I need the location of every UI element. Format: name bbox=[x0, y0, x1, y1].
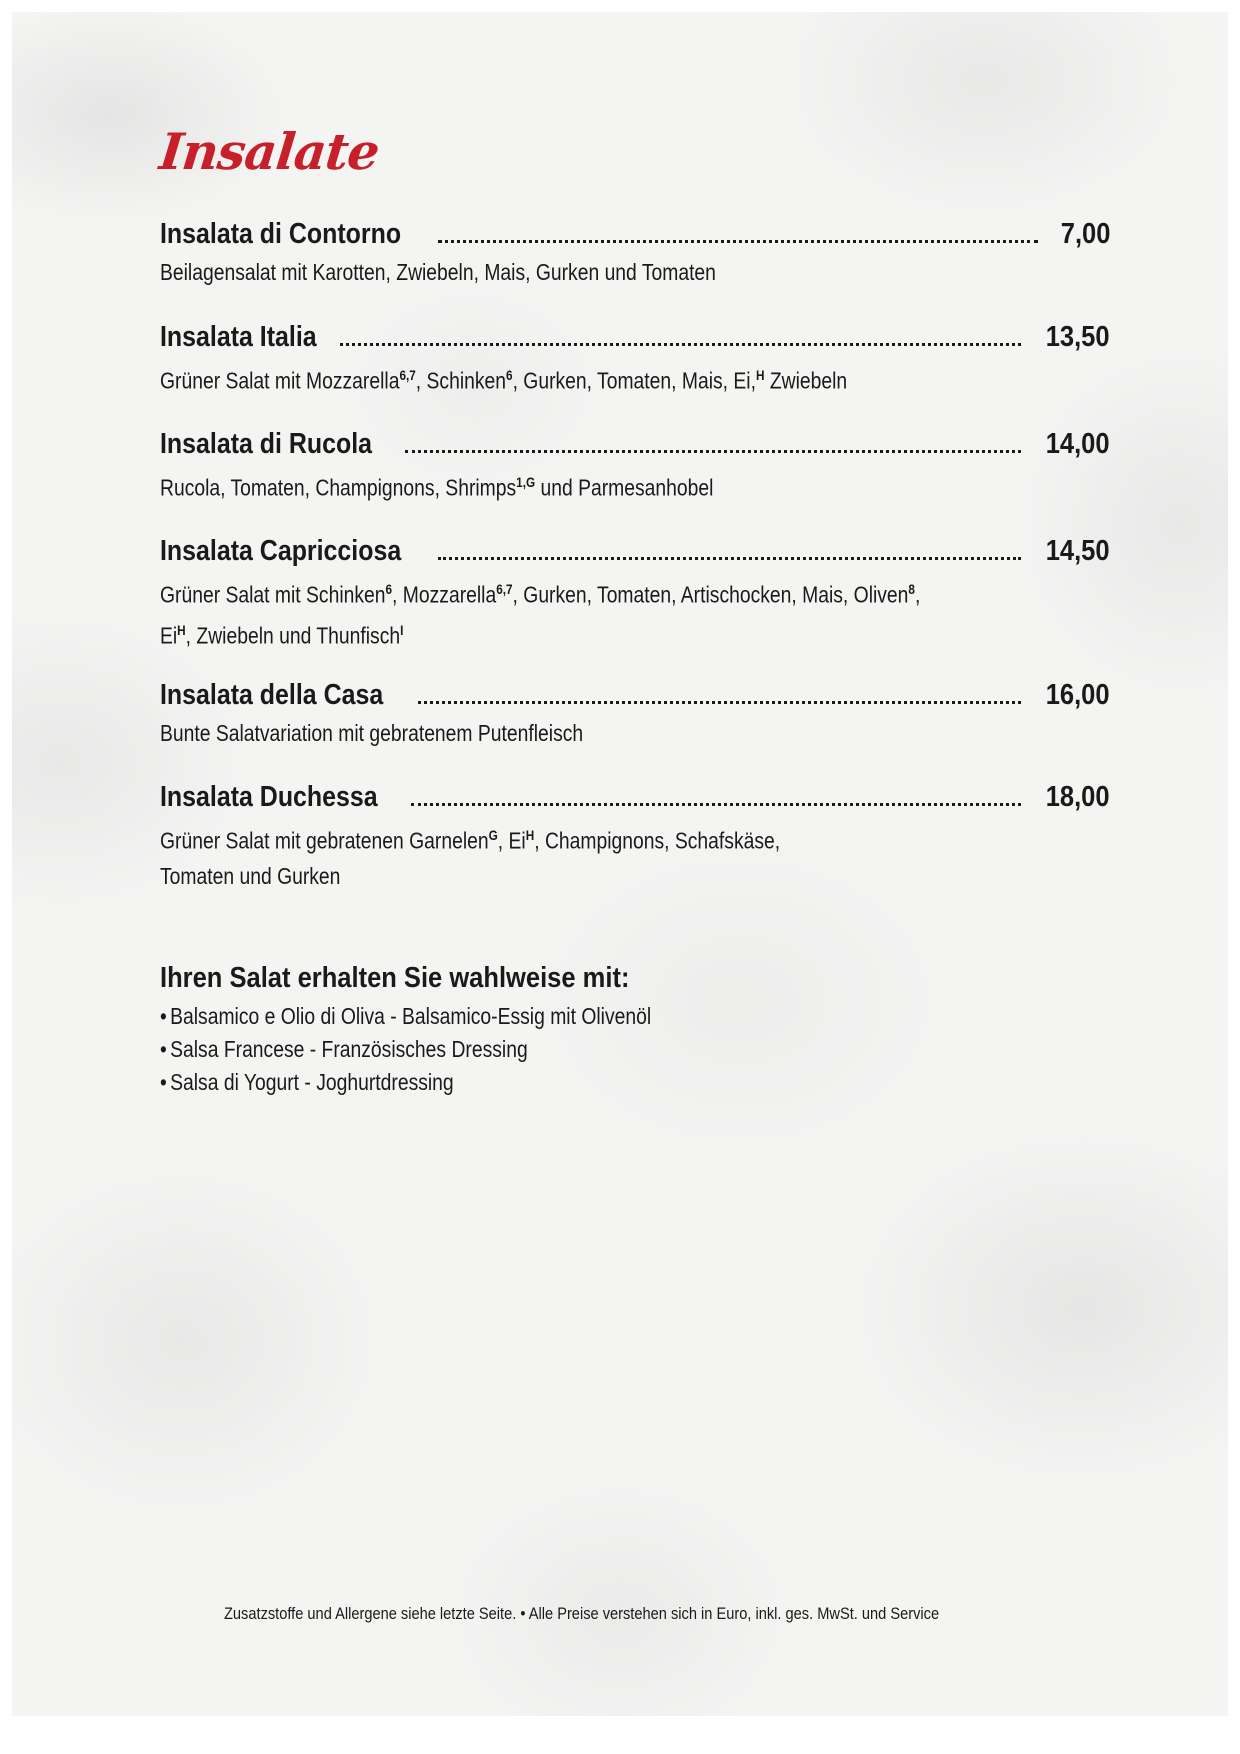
allergen-code: H bbox=[525, 827, 535, 843]
item-name: Insalata della Casa bbox=[160, 679, 384, 711]
dressing-option: • Salsa di Yogurt - Joghurtdressing bbox=[160, 1069, 454, 1095]
allergen-code: 1,G bbox=[516, 474, 536, 490]
bullet-icon: • bbox=[160, 1003, 167, 1029]
item-name: Insalata Capricciosa bbox=[160, 535, 402, 567]
item-price: 14,00 bbox=[1046, 428, 1110, 460]
allergen-code: 6 bbox=[506, 367, 513, 383]
description-line bbox=[160, 613, 958, 654]
dressing-list bbox=[160, 1000, 745, 1099]
item-price: 7,00 bbox=[1060, 218, 1110, 250]
item-price: 13,50 bbox=[1046, 321, 1110, 353]
item-description bbox=[160, 255, 958, 290]
allergen-code: 6,7 bbox=[496, 581, 513, 597]
item-name: Insalata Italia bbox=[160, 321, 317, 353]
menu-item-casa bbox=[160, 679, 1110, 751]
item-description bbox=[160, 465, 958, 506]
dot-leader bbox=[405, 450, 1022, 453]
menu-item-duchessa bbox=[160, 781, 1110, 894]
item-description bbox=[160, 358, 958, 399]
dot-leader bbox=[438, 240, 1037, 243]
dot-leader bbox=[438, 557, 1021, 560]
description-text: , bbox=[914, 581, 921, 608]
description-text: Grüner Salat mit Mozzarella bbox=[160, 367, 400, 394]
description-text: Ei bbox=[160, 622, 178, 649]
allergen-code: I bbox=[400, 621, 404, 638]
bullet-icon: • bbox=[160, 1036, 167, 1062]
description-line bbox=[160, 358, 958, 399]
description-text: und Parmesanhobel bbox=[535, 474, 714, 501]
description-text: , Gurken, Tomaten, Mais, Ei, bbox=[512, 367, 756, 394]
item-description bbox=[160, 818, 958, 894]
dressing-option: • Balsamico e Olio di Oliva - Balsamico-Essig mit Olivenöl bbox=[160, 1003, 652, 1029]
item-description bbox=[160, 572, 958, 653]
allergen-code: H bbox=[755, 367, 765, 383]
description-line bbox=[160, 572, 958, 613]
allergen-code: 8 bbox=[908, 581, 915, 597]
item-price: 18,00 bbox=[1046, 781, 1110, 813]
dressing-heading: Ihren Salat erhalten Sie wahlweise mit: bbox=[160, 962, 630, 994]
item-name: Insalata di Rucola bbox=[160, 428, 373, 460]
description-line bbox=[160, 255, 958, 290]
description-line bbox=[160, 859, 958, 894]
description-text: Beilagensalat mit Karotten, Zwiebeln, Mais, Gurken und Tomaten bbox=[160, 259, 716, 285]
item-description bbox=[160, 716, 958, 751]
description-text: , Ei bbox=[497, 827, 526, 854]
menu-title: Insalate bbox=[156, 122, 382, 181]
allergen-code: 6 bbox=[385, 581, 393, 597]
description-text: Tomaten und Gurken bbox=[160, 862, 341, 889]
dot-leader bbox=[411, 803, 1021, 806]
menu-item-rucola bbox=[160, 428, 1110, 506]
description-text: Grüner Salat mit gebratenen Garnelen bbox=[160, 827, 489, 854]
dot-leader bbox=[418, 701, 1022, 704]
menu-item-contorno bbox=[160, 218, 1110, 290]
menu-page bbox=[12, 12, 1228, 1716]
description-line bbox=[160, 465, 958, 506]
bullet-icon: • bbox=[160, 1069, 167, 1095]
description-text: , Mozzarella bbox=[392, 581, 497, 608]
menu-item-capricciosa bbox=[160, 535, 1110, 653]
description-text: , Schinken bbox=[415, 367, 507, 394]
item-name: Insalata di Contorno bbox=[160, 218, 402, 250]
allergen-code: H bbox=[177, 621, 186, 638]
description-text: Bunte Salatvariation mit gebratenem Putenfleisch bbox=[160, 720, 584, 746]
dot-leader bbox=[340, 343, 1021, 346]
item-price: 16,00 bbox=[1046, 679, 1110, 711]
description-text: , Zwiebeln und Thunfisch bbox=[185, 622, 401, 649]
description-line bbox=[160, 818, 958, 859]
description-text: Rucola, Tomaten, Champignons, Shrimps bbox=[160, 474, 517, 501]
description-text: Zwiebeln bbox=[764, 367, 848, 394]
dressing-option: • Salsa Francese - Französisches Dressing bbox=[160, 1036, 528, 1062]
description-text: , Champignons, Schafskäse, bbox=[534, 827, 781, 854]
description-text: Grüner Salat mit Schinken bbox=[160, 581, 386, 608]
item-price: 14,50 bbox=[1046, 535, 1110, 567]
menu-item-italia bbox=[160, 321, 1110, 399]
allergen-code: 6,7 bbox=[399, 367, 416, 383]
footer-note: Zusatzstoffe und Allergene siehe letzte Seite. • Alle Preise verstehen sich in Euro, inkl. ges. MwSt. und Service bbox=[224, 1604, 940, 1623]
description-line bbox=[160, 716, 958, 751]
description-text: , Gurken, Tomaten, Artischocken, Mais, Oliven bbox=[512, 581, 909, 608]
allergen-code: G bbox=[488, 827, 498, 843]
item-name: Insalata Duchessa bbox=[160, 781, 378, 813]
